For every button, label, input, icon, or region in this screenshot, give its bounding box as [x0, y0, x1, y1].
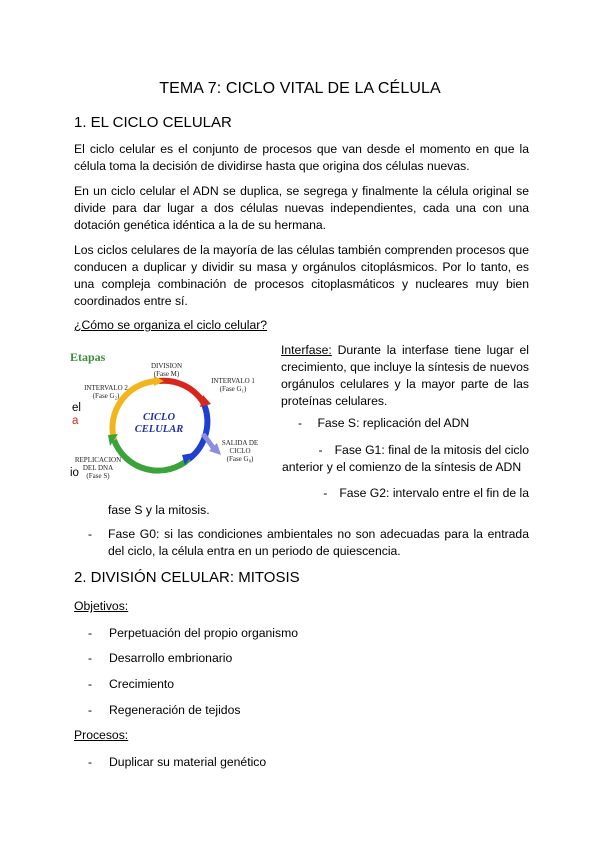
- label-salida: [216, 439, 264, 463]
- bullet-dash: -: [318, 443, 323, 457]
- list-item-fase-g1: [282, 442, 529, 476]
- label-salida-line-1: SALIDA DE: [221, 439, 259, 447]
- cut-text-io: io: [70, 467, 79, 479]
- fase-g1-line-2: anterior y el comienzo de la síntesis de ADN: [282, 460, 522, 474]
- paragraph-3-line-1: Los ciclos celulares de la mayoría de las células también comprenden procesos que: [74, 243, 529, 257]
- interfase-line-2: crecimiento, que incluye la síntesis de nuevos: [281, 360, 529, 374]
- center-label-ciclo: CICLO: [142, 412, 176, 423]
- proceso-text: Duplicar su material genético: [109, 755, 267, 769]
- bullet-dash: -: [88, 703, 93, 717]
- label-salida-line-3: (Fase G₀): [226, 455, 254, 463]
- bullet-dash: -: [323, 486, 328, 500]
- bullet-dash: -: [88, 651, 93, 665]
- label-replicacion-line-2: DEL DNA: [82, 464, 114, 472]
- cut-text-el: el: [72, 402, 81, 414]
- bullet-dash: -: [88, 755, 93, 769]
- paragraph-2: [74, 183, 529, 234]
- interfase-paragraph: [281, 342, 529, 410]
- label-division-line-2: (Fase M): [153, 370, 180, 378]
- paragraph-1-line-2: célula toma la decisión de dividirse hasta que origina dos células nuevas.: [74, 159, 470, 173]
- section-heading-mitosis: 2. DIVISIÓN CELULAR: MITOSIS: [74, 569, 300, 586]
- interfase-line-1: [281, 342, 529, 359]
- label-replicacion: [72, 456, 124, 480]
- bullet-dash: -: [88, 626, 93, 640]
- cell-cycle-diagram: [66, 342, 271, 492]
- fase-g2-line-1-text: Fase G2: intervalo entre el fin de la: [339, 486, 529, 500]
- interfase-label: Interfase:: [281, 343, 332, 357]
- label-intervalo-2-line-1: INTERVALO 2: [84, 384, 128, 392]
- ring-segment-red: [159, 381, 203, 402]
- fase-s-text: Fase S: replicación del ADN: [317, 416, 470, 430]
- paragraph-2-line-3: dotación genética idéntica a la de su hermana.: [74, 218, 327, 232]
- label-replicacion-line-1: REPLICACION: [74, 456, 122, 464]
- ring-segment-green: [114, 440, 189, 471]
- bullet-dash: -: [88, 527, 93, 541]
- cut-text-a: a: [72, 415, 79, 427]
- objetivos-label: Objetivos:: [74, 599, 129, 613]
- label-salida-line-2: CICLO: [229, 447, 251, 455]
- list-item-proceso: [88, 754, 267, 771]
- list-item-objetivo: [88, 676, 175, 693]
- bullet-dash: -: [298, 416, 303, 430]
- label-intervalo-2-line-2: (Fase G₂): [92, 392, 120, 400]
- label-division-line-1: DIVISION: [150, 362, 183, 370]
- paragraph-1-line-1: El ciclo celular es el conjunto de procesos que van desde el momento en que la: [74, 142, 529, 156]
- label-intervalo-2: [80, 384, 132, 400]
- label-intervalo-1: [206, 377, 260, 393]
- list-item-objetivo: [88, 650, 233, 667]
- list-item-fase-g2: [282, 485, 529, 502]
- paragraph-2-line-1: En un ciclo celular el ADN se duplica, se segrega y finalmente la célula original se: [74, 184, 529, 198]
- fase-g1-line-1-text: Fase G1: final de la mitosis del ciclo: [334, 443, 529, 457]
- center-label-celular: CELULAR: [134, 424, 184, 435]
- objetivo-text: Crecimiento: [109, 677, 175, 691]
- fase-g0-line-2: del ciclo, la célula entra en un periodo de quiescencia.: [108, 544, 401, 558]
- interfase-line-3: orgánulos celulares y la mayor parte de las: [281, 377, 529, 391]
- fase-g2-line-2: fase S y la mitosis.: [108, 503, 210, 517]
- ring-segment-blue: [189, 402, 207, 459]
- list-item-fase-g0: [88, 526, 92, 543]
- fase-g0-text: [108, 526, 529, 560]
- fase-g0-line-1: Fase G0: si las condiciones ambientales no son adecuadas para la entrada: [108, 527, 529, 541]
- objetivo-text: Perpetuación del propio organismo: [109, 626, 299, 640]
- label-division: [144, 362, 189, 378]
- paragraph-3-line-4: coordinados entre sí.: [74, 294, 188, 308]
- fase-g2-line-1: [282, 485, 529, 502]
- procesos-label: Procesos:: [74, 728, 129, 742]
- interfase-line-4: proteínas celulares.: [281, 394, 388, 408]
- objetivo-text: Desarrollo embrionario: [109, 651, 233, 665]
- objetivo-text: Regeneración de tejidos: [109, 703, 241, 717]
- list-item-fase-s: [298, 415, 469, 432]
- diagram-center-label: [134, 412, 184, 436]
- diagram-etapas-label: Etapas: [70, 350, 106, 364]
- list-item-objetivo: [88, 702, 241, 719]
- label-intervalo-1-line-1: INTERVALO 1: [211, 377, 255, 385]
- bullet-dash: -: [88, 677, 93, 691]
- paragraph-1: [74, 141, 529, 175]
- paragraph-2-line-2: divide para dar lugar a dos células nuevas independientes, cada una con una: [74, 201, 529, 215]
- section-heading-ciclo: 1. EL CICLO CELULAR: [74, 114, 232, 131]
- paragraph-3: [74, 242, 529, 310]
- paragraph-3-line-2: conducen a duplicar y dividir su masa y orgánulos citoplásmicos. Por lo tanto, es: [74, 260, 529, 274]
- fase-g1-line-1: [282, 442, 529, 459]
- interfase-line-1-text: Durante la interfase tiene lugar el: [331, 343, 529, 357]
- label-replicacion-line-3: (Fase S): [86, 472, 110, 480]
- question-heading: ¿Cómo se organiza el ciclo celular?: [74, 318, 268, 332]
- label-intervalo-1-line-2: (Fase G₁): [219, 385, 247, 393]
- paragraph-3-line-3: una compleja combinación de procesos citoplasmáticos y nucleares muy bien: [74, 277, 529, 291]
- list-item-objetivo: [88, 625, 299, 642]
- page-title: TEMA 7: CICLO VITAL DE LA CÉLULA: [159, 80, 441, 97]
